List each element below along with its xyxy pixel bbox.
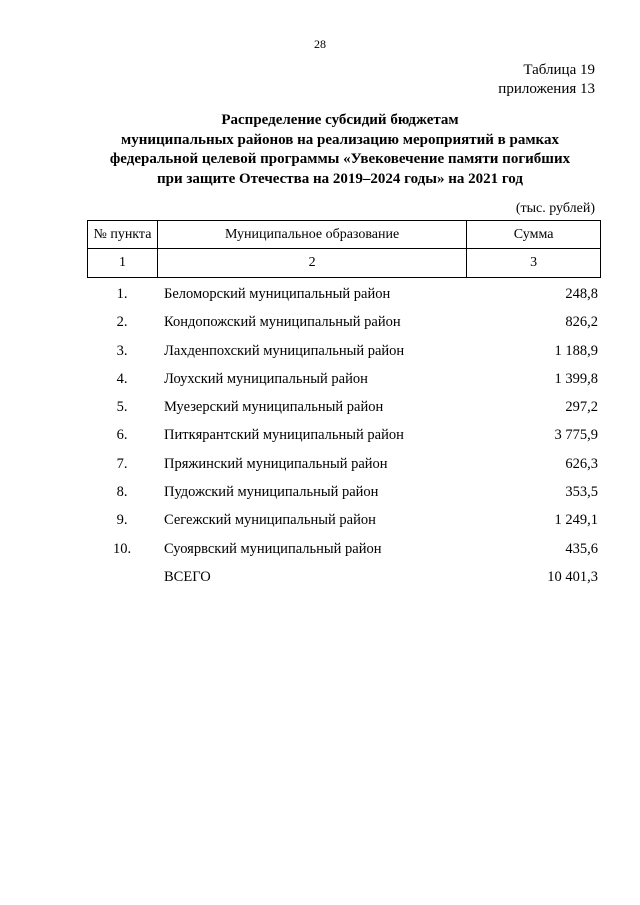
row-number: 4. — [116, 370, 128, 387]
table-reference — [498, 61, 595, 99]
row-number: 3. — [116, 342, 128, 359]
row-amount: 626,3 — [565, 455, 598, 472]
row-amount: 1 188,9 — [554, 342, 598, 359]
row-number: 9. — [116, 512, 128, 529]
row-number: 8. — [116, 484, 128, 501]
title-line: федеральной целевой программы «Увековечение памяти погибших — [109, 151, 571, 167]
table-label: Таблица 19 — [523, 62, 595, 78]
row-municipality: Муезерский муниципальный район — [164, 399, 384, 416]
table-row — [0, 280, 640, 308]
row-amount: 3 775,9 — [554, 427, 598, 444]
table-row — [0, 365, 640, 393]
row-municipality: Лахденпохский муниципальный район — [164, 342, 405, 359]
table-row — [0, 450, 640, 478]
row-amount: 297,2 — [565, 399, 598, 416]
table-header — [87, 220, 601, 278]
row-municipality: Пудожский муниципальный район — [164, 484, 379, 501]
units-label: (тыс. рублей) — [515, 201, 595, 216]
table-row — [0, 393, 640, 421]
page-number: 28 — [314, 37, 326, 51]
row-amount: 435,6 — [565, 540, 598, 557]
total-row — [0, 563, 640, 591]
table-row — [0, 421, 640, 449]
row-number: 6. — [116, 427, 128, 444]
title-line: Распределение субсидий бюджетам — [221, 112, 459, 128]
row-amount: 826,2 — [565, 314, 598, 331]
row-number: 5. — [116, 399, 128, 416]
row-amount: 248,8 — [565, 286, 598, 302]
title-line: при защите Отечества на 2019–2024 годы» на 2021 год — [157, 170, 523, 187]
table-row — [0, 535, 640, 563]
column-number: 1 — [88, 249, 158, 278]
row-number: 10. — [112, 540, 132, 557]
row-municipality: Беломорский муниципальный район — [164, 286, 391, 302]
header-row — [88, 221, 601, 249]
row-number: 1. — [116, 286, 128, 302]
row-number: 2. — [116, 314, 128, 331]
header-municipality: Муниципальное образование — [157, 221, 466, 249]
column-number: 3 — [467, 249, 601, 278]
row-municipality: Сегежский муниципальный район — [164, 512, 376, 529]
table-row — [0, 337, 640, 365]
total-label: ВСЕГО — [164, 568, 211, 585]
row-municipality: Пряжинский муниципальный район — [164, 455, 388, 472]
column-number-row — [88, 249, 601, 278]
appendix-label: приложения 13 — [498, 81, 595, 97]
row-number: 7. — [116, 455, 128, 472]
row-municipality: Лоухский муниципальный район — [164, 370, 368, 387]
row-municipality: Питкярантский муниципальный район — [164, 427, 404, 444]
table-body — [0, 280, 640, 591]
total-amount: 10 401,3 — [547, 568, 598, 585]
header-amount: Сумма — [467, 221, 601, 249]
row-municipality: Кондопожский муниципальный район — [164, 314, 401, 331]
row-amount: 353,5 — [565, 484, 598, 501]
column-number: 2 — [157, 249, 466, 278]
header-number: № пункта — [88, 221, 158, 249]
table-row — [0, 506, 640, 534]
row-amount: 1 249,1 — [554, 512, 598, 529]
title-line: муниципальных районов на реализацию мероприятий в рамках — [121, 131, 559, 148]
row-municipality: Суоярвский муниципальный район — [164, 540, 382, 557]
table-row — [0, 478, 640, 506]
row-amount: 1 399,8 — [554, 370, 598, 387]
document-title — [60, 111, 620, 189]
table-row — [0, 308, 640, 336]
